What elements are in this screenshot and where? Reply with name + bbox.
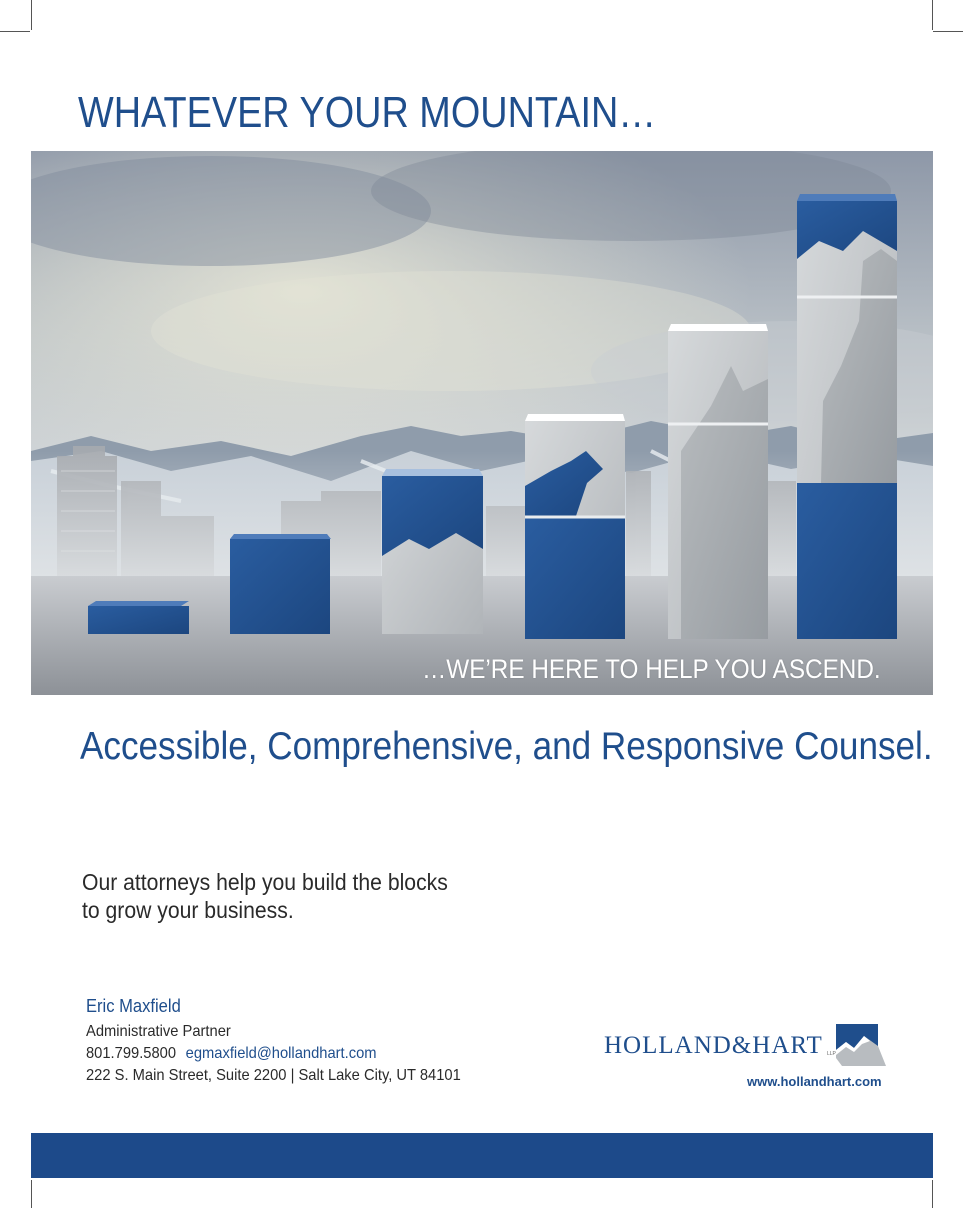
contact-address: 222 S. Main Street, Suite 2200 | Salt Lake City, UT 84101 [86,1067,461,1084]
block-3 [382,469,483,634]
crop-mark [932,0,933,30]
contact-title: Administrative Partner [86,1023,231,1040]
ascending-blocks-illustration [31,151,933,695]
crop-mark [0,31,30,32]
block-5 [668,324,768,639]
firm-logo[interactable] [604,1024,886,1068]
subheadline: Accessible, Comprehensive, and Responsive Counsel. [80,725,933,768]
tagline: …WE’RE HERE TO HELP YOU ASCEND. [422,654,881,684]
headline: WHATEVER YOUR MOUNTAIN… [78,88,657,137]
block-1 [88,601,189,634]
website-link[interactable]: www.hollandhart.com [747,1074,882,1089]
crop-mark [31,0,32,30]
block-4 [525,414,625,639]
body-line: to grow your business. [82,897,294,923]
footer-bar [31,1133,933,1178]
crop-mark [31,1180,32,1208]
body-line: Our attorneys help you build the blocks [82,869,448,895]
contact-block [86,996,472,1089]
contact-phone: 801.799.5800 [86,1045,177,1062]
contact-email-link[interactable]: egmaxfield@hollandhart.com [185,1045,377,1062]
logo-llp: LLP [827,1051,836,1057]
mountain-peak-icon [836,1024,886,1066]
crop-mark [933,31,963,32]
body-copy [82,868,468,924]
logo-wordmark: HOLLAND&HART [604,1032,823,1059]
block-2 [230,534,331,634]
crop-mark [932,1180,933,1208]
contact-phone-email [86,1045,472,1063]
hero-image [31,151,933,695]
contact-name: Eric Maxfield [86,996,181,1016]
block-6 [797,194,897,639]
